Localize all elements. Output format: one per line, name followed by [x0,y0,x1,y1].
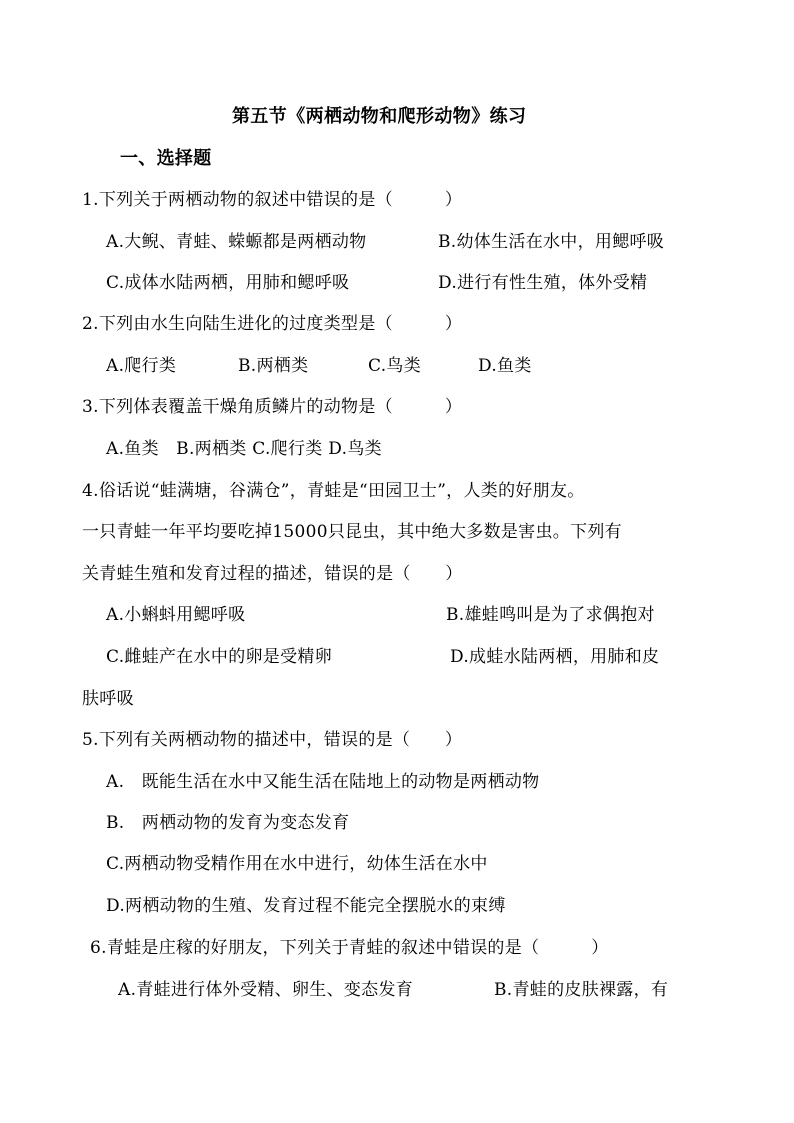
question-4-option-d: D.成蛙水陆两栖，用肺和皮 [450,647,660,667]
question-4-option-c: C.雌蛙产在水中的卵是受精卵 [106,647,333,667]
question-2-option-c: C.鸟类 [368,356,422,376]
section-heading: 一、选择题 [120,148,212,169]
question-4-stem-line-3: 关青蛙生殖和发育过程的描述，错误的是（ ） [82,564,463,584]
question-4-option-b: B.雄蛙鸣叫是为了求偶抱对 [446,605,655,625]
question-5-option-c: C.两栖动物受精作用在水中进行，幼体生活在水中 [106,854,488,874]
question-6-stem: 6.青蛙是庄稼的好朋友，下列关于青蛙的叙述中错误的是（ ） [90,938,609,958]
question-3-options: A.鱼类 B.两栖类 C.爬行类 D.鸟类 [106,439,382,459]
question-5-stem: 5.下列有关两栖动物的描述中，错误的是（ ） [82,730,463,750]
question-2-stem: 2.下列由水生向陆生进化的过度类型是（ ） [82,314,463,334]
question-6-option-a: A.青蛙进行体外受精、卵生、变态发育 [118,980,414,1000]
question-3-stem: 3.下列体表覆盖干燥角质鳞片的动物是（ ） [82,397,463,417]
question-2-option-b: B.两栖类 [238,356,309,376]
question-2-option-d: D.鱼类 [478,356,532,376]
question-4-stem-line-2: 一只青蛙一年平均要吃掉15000只昆虫，其中绝大多数是害虫。下列有 [82,522,622,542]
question-1-option-d: D.进行有性生殖，体外受精 [438,273,648,293]
question-5-option-d: D.两栖动物的生殖、发育过程不能完全摆脱水的束缚 [106,896,506,916]
question-5-option-a: A. 既能生活在水中又能生活在陆地上的动物是两栖动物 [106,772,540,792]
question-1-stem: 1.下列关于两栖动物的叙述中错误的是（ ） [82,190,463,210]
question-4-stem-line-1: 4.俗话说“蛙满塘，谷满仓”，青蛙是“田园卫士”，人类的好朋友。 [82,481,585,501]
question-1-option-c: C.成体水陆两栖，用肺和鳃呼吸 [106,273,350,293]
question-4-continuation: 肤呼吸 [82,689,134,709]
question-5-option-b: B. 两栖动物的发育为变态发育 [106,813,350,833]
question-6-option-b: B.青蛙的皮肤裸露，有 [494,980,669,1000]
page-title: 第五节《两栖动物和爬形动物》练习 [232,106,527,127]
question-4-option-a: A.小蝌蚪用鳃呼吸 [106,605,246,625]
question-1-option-a: A.大鲵、青蛙、蝾螈都是两栖动物 [106,232,367,252]
question-2-option-a: A.爬行类 [106,356,177,376]
question-1-option-b: B.幼体生活在水中，用鳃呼吸 [438,232,665,252]
